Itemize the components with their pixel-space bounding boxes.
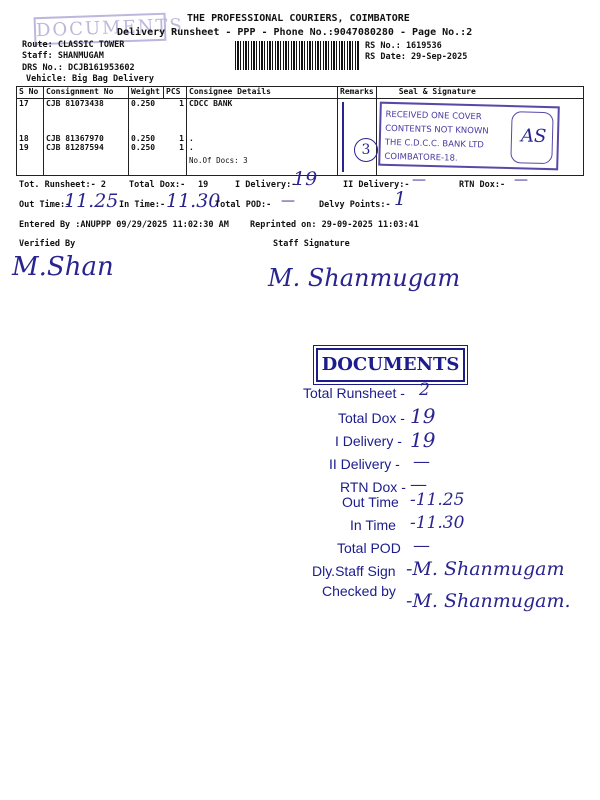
in-time-hand: 11.30 (166, 190, 221, 212)
row-17-consignment: CJB 81073438 (46, 99, 104, 108)
ii-delivery-label: II Delivery:- (343, 180, 410, 190)
delvy-points-hand: 1 (394, 188, 407, 210)
rs-number: RS No.: 1619536 (365, 41, 442, 51)
summary-label-out-time: Out Time (342, 494, 399, 510)
row-19-pcs: 1 (179, 143, 184, 152)
row-19-sno: 19 (19, 143, 29, 152)
documents-stamp: DOCUMENTS (34, 13, 167, 46)
row-17-sno: 17 (19, 99, 29, 108)
col-consignee: Consignee Details (187, 87, 338, 99)
seal-line-2: CONTENTS NOT KNOWN (385, 123, 489, 137)
sno-cell (17, 99, 44, 176)
route-text: Route: CLASSIC TOWER (22, 40, 125, 50)
consignee-cell (187, 99, 338, 176)
seal-line-3: THE C.D.C.C. BANK LTD (384, 137, 484, 151)
col-remarks: Remarks (338, 87, 377, 99)
out-time-hand: 11.25 (64, 190, 119, 212)
staff-signature: M. Shanmugam (268, 264, 461, 292)
summary-label-total-pod: Total POD (337, 540, 401, 556)
summary-value-checked-by: -M. Shanmugam. (406, 590, 571, 612)
row-19-weight: 0.250 (131, 143, 156, 152)
total-pod-hand: — (281, 193, 295, 209)
rs-date: RS Date: 29-Sep-2025 (365, 52, 468, 62)
out-time-label: Out Time:- (19, 200, 71, 210)
summary-value-total-runsheet: 2 (419, 380, 430, 400)
summary-stamp-title-box (316, 348, 465, 382)
summary-value-ii-delivery: — (413, 452, 430, 472)
rtn-dox-label: RTN Dox:- (459, 180, 506, 190)
vehicle-text: Vehicle: Big Bag Delivery (26, 74, 154, 84)
delvy-points-label: Delvy Points:- (319, 200, 391, 210)
verified-by-label: Verified By (19, 239, 76, 249)
barcode (235, 41, 360, 70)
seal-line-4: COIMBATORE-18. (384, 151, 458, 164)
drs-number: DRS No.: DCJB161953602 (22, 63, 135, 73)
total-dox-label: Total Dox:- (129, 180, 186, 190)
entered-by: Entered By :ANUPPP 09/29/2025 11:02:30 AM (19, 220, 229, 230)
summary-value-total-pod: — (413, 536, 430, 556)
row-18-consignment: CJB 81367970 (46, 134, 104, 143)
weight-cell (129, 99, 164, 176)
summary-stamp-title: DOCUMENTS (321, 354, 460, 375)
no-of-docs: No.Of Docs: 3 (189, 156, 248, 165)
col-sno: S No (17, 87, 44, 99)
runsheet-title: Delivery Runsheet - PPP - Phone No.:9047080280 - Page No.:2 (117, 27, 473, 38)
summary-value-i-delivery: 19 (410, 428, 436, 452)
summary-label-checked-by: Checked by (322, 583, 396, 599)
row-18-consignee: . (189, 134, 194, 143)
summary-label-ii-delivery: II Delivery - (329, 456, 400, 472)
i-delivery-label: I Delivery:- (235, 180, 297, 190)
remarks-circled-number: 3 (354, 138, 378, 162)
col-seal: Seal & Signature (376, 87, 583, 99)
summary-label-i-delivery: I Delivery - (335, 433, 402, 449)
row-18-weight: 0.250 (131, 134, 156, 143)
seal-initials: AS (520, 125, 547, 148)
summary-label-in-time: In Time (350, 517, 396, 533)
col-weight: Weight (129, 87, 164, 99)
bank-seal-stamp (378, 102, 560, 171)
table-header-row (17, 87, 584, 99)
summary-label-rtn-dox: RTN Dox - (340, 479, 406, 495)
rtn-dox-hand: — (514, 172, 528, 188)
summary-value-total-dox: 19 (410, 404, 436, 428)
summary-label-total-dox: Total Dox - (338, 410, 405, 426)
pcs-cell (164, 99, 187, 176)
row-18-sno: 18 (19, 134, 29, 143)
ii-delivery-hand: — (412, 172, 426, 188)
summary-label-total-runsheet: Total Runsheet - (303, 385, 405, 401)
reprinted-on: Reprinted on: 29-09-2025 11:03:41 (250, 220, 419, 230)
total-dox-value: 19 (198, 180, 209, 190)
in-time-label: In Time:- (119, 200, 166, 210)
staff-text: Staff: SHANMUGAM (22, 51, 104, 61)
summary-value-rtn-dox: — (410, 475, 427, 495)
verified-signature: M.Shan (12, 252, 114, 282)
remarks-bracket (342, 102, 352, 172)
row-17-pcs: 1 (179, 99, 184, 108)
summary-value-out-time: -11.25 (410, 490, 465, 510)
i-delivery-hand: 19 (293, 168, 318, 190)
consignment-cell (44, 99, 129, 176)
staff-signature-label: Staff Signature (273, 239, 350, 249)
col-consignment: Consignment No (44, 87, 129, 99)
row-19-consignee: . (189, 143, 194, 152)
col-pcs: PCS (164, 87, 187, 99)
total-pod-label: Total POD:- (215, 200, 272, 210)
row-19-consignment: CJB 81287594 (46, 143, 104, 152)
row-18-pcs: 1 (179, 134, 184, 143)
summary-value-staff-sign: -M. Shanmugam (406, 558, 565, 580)
summary-label-staff-sign: Dly.Staff Sign (312, 563, 396, 579)
company-title: THE PROFESSIONAL COURIERS, COIMBATORE (187, 13, 410, 24)
seal-line-1: RECEIVED ONE COVER (385, 109, 482, 123)
tot-runsheet: Tot. Runsheet:- 2 (19, 180, 106, 190)
row-17-consignee: CDCC BANK (189, 99, 233, 108)
row-17-weight: 0.250 (131, 99, 156, 108)
summary-value-in-time: -11.30 (410, 513, 465, 533)
